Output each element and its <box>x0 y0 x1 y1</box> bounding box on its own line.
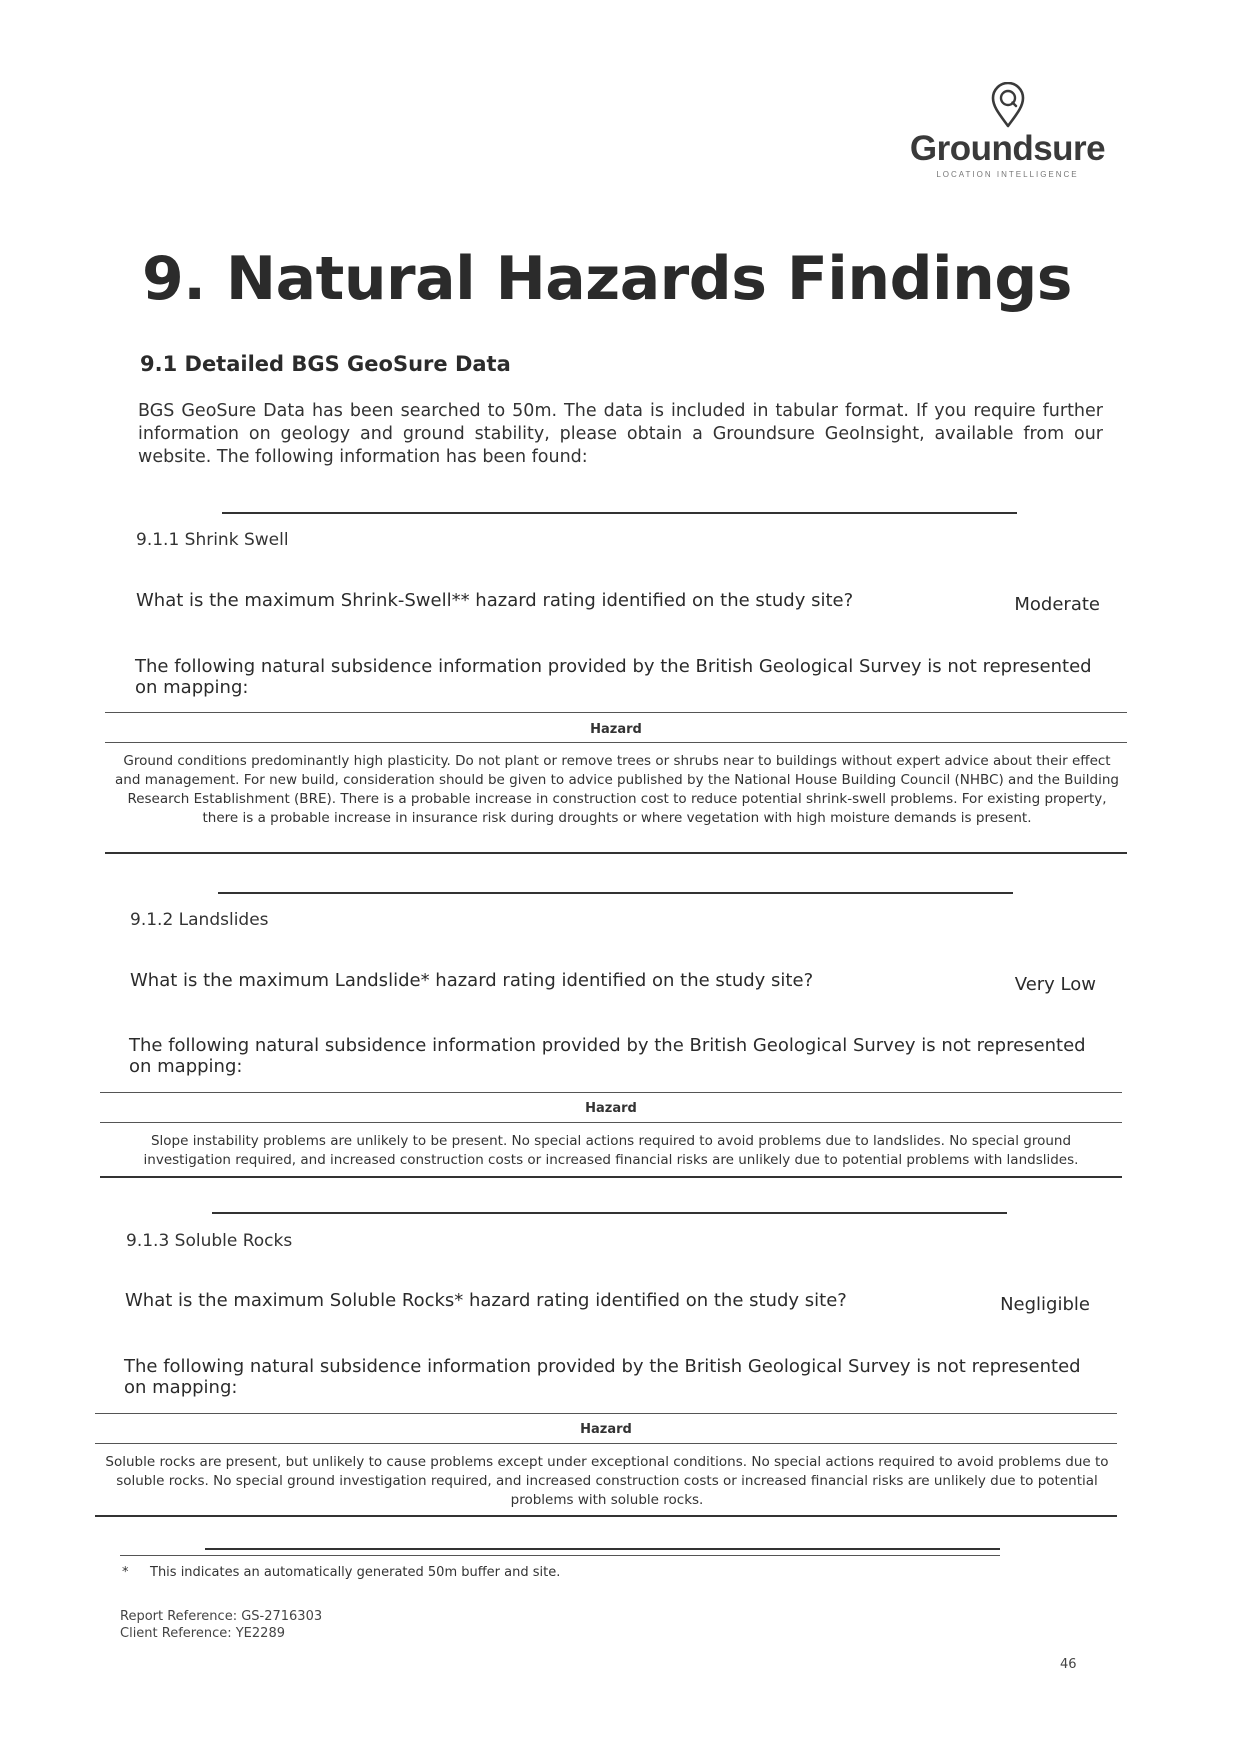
brand-name: Groundsure <box>909 129 1106 168</box>
shrink-swell-table-header: Hazard <box>590 722 642 737</box>
section-divider <box>212 1212 1007 1214</box>
page-title: 9. Natural Hazards Findings <box>142 244 1072 314</box>
section-intro: BGS GeoSure Data has been searched to 50m. The data is included in tabular format. If you require further information on geology and ground stability, please obtain a Groundsure GeoInsight, available from our website. The following information has been found: <box>138 401 1103 467</box>
table-bottom-rule <box>95 1515 1117 1517</box>
footer-divider-thin <box>120 1555 1000 1556</box>
section-divider <box>218 892 1013 894</box>
soluble-rocks-question: What is the maximum Soluble Rocks* hazard rating identified on the study site? <box>125 1290 847 1311</box>
shrink-swell-table-text: Ground conditions predominantly high plasticity. Do not plant or remove trees or shrubs near to buildings without expert advice about their effect and management. For new build, consideration should be given to advice published by the National House Building Council (NHBC) and the Building Research Establishment (BRE). There is a probable increase in construction cost to reduce potential shrink-swell problems. For existing property, there is a probable increase in insurance risk during droughts or where vegetation with high moisture demands is present. <box>115 753 1119 826</box>
brand-tagline: LOCATION INTELLIGENCE <box>936 170 1079 179</box>
soluble-rocks-answer: Negligible <box>1000 1294 1090 1315</box>
report-reference: Report Reference: GS-2716303 <box>120 1609 323 1624</box>
shrink-swell-statement: The following natural subsidence information provided by the British Geological Survey is not represented on mapping: <box>135 656 1092 698</box>
report-references <box>120 1608 322 1642</box>
client-reference: Client Reference: YE2289 <box>120 1626 285 1641</box>
section-divider <box>222 512 1017 514</box>
table-top-rule <box>95 1413 1117 1414</box>
table-header-rule <box>105 742 1127 743</box>
shrink-swell-answer: Moderate <box>1014 594 1100 615</box>
footnote-text: This indicates an automatically generated 50m buffer and site. <box>150 1565 561 1580</box>
landslides-statement: The following natural subsidence information provided by the British Geological Survey is not represented on mapping: <box>129 1035 1086 1077</box>
soluble-rocks-table-text: Soluble rocks are present, but unlikely to cause problems except under exceptional conditions. No special actions required to avoid problems due to soluble rocks. No special ground investigation required, and increased construction costs or increased financial risks are unlikely due to potential problems with soluble rocks. <box>105 1454 1109 1508</box>
soluble-rocks-statement: The following natural subsidence information provided by the British Geological Survey is not represented on mapping: <box>124 1356 1081 1398</box>
landslides-question: What is the maximum Landslide* hazard rating identified on the study site? <box>130 970 814 991</box>
footnote <box>122 1565 560 1580</box>
table-bottom-rule <box>100 1176 1122 1178</box>
map-pin-icon <box>991 82 1025 128</box>
table-top-rule <box>105 712 1127 713</box>
page-number: 46 <box>1060 1657 1077 1672</box>
table-header-rule <box>100 1122 1122 1123</box>
landslides-answer: Very Low <box>1014 974 1096 995</box>
table-bottom-rule <box>105 852 1127 854</box>
soluble-rocks-heading: 9.1.3 Soluble Rocks <box>126 1231 293 1251</box>
groundsure-logo <box>905 82 1110 202</box>
table-header-rule <box>95 1443 1117 1444</box>
footnote-marker: * <box>122 1565 129 1580</box>
section-title: 9.1 Detailed BGS GeoSure Data <box>140 352 511 376</box>
shrink-swell-heading: 9.1.1 Shrink Swell <box>136 530 289 550</box>
shrink-swell-question: What is the maximum Shrink-Swell** hazard rating identified on the study site? <box>136 590 854 611</box>
footer-divider <box>205 1548 1000 1550</box>
landslides-table-header: Hazard <box>585 1101 637 1116</box>
landslides-heading: 9.1.2 Landslides <box>130 910 269 930</box>
soluble-rocks-table-header: Hazard <box>580 1422 632 1437</box>
table-top-rule <box>100 1092 1122 1093</box>
landslides-table-text: Slope instability problems are unlikely to be present. No special actions required to avoid problems due to landslides. No special ground investigation required, and increased construction costs or increased financial risks are unlikely due to potential problems with landslides. <box>143 1133 1079 1168</box>
